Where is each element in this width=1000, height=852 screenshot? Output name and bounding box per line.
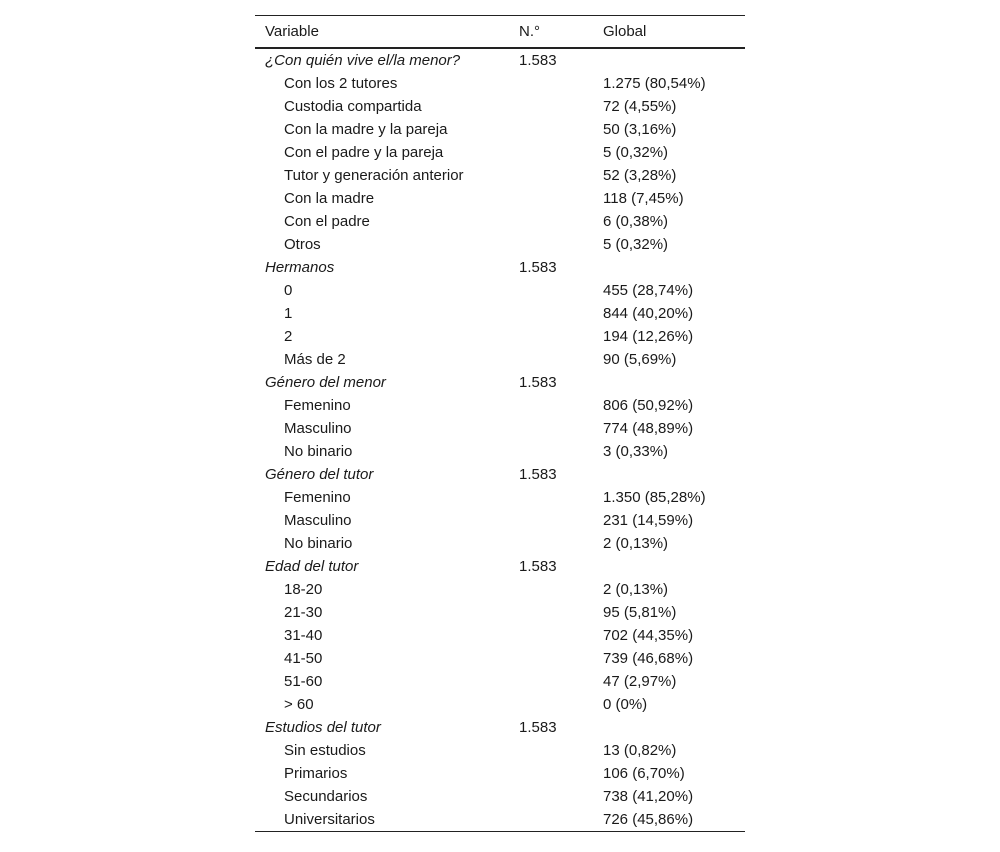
group-label: Hermanos: [265, 259, 335, 276]
table-row: [255, 785, 745, 808]
row-n: [510, 302, 594, 325]
table-row: [255, 417, 745, 440]
row-n: [510, 210, 594, 233]
row-n: [510, 647, 594, 670]
row-label: Con la madre: [284, 190, 375, 207]
row-label: Femenino: [284, 397, 351, 414]
group-row: [255, 371, 745, 394]
row-label: Con los 2 tutores: [284, 75, 398, 92]
row-label: 18-20: [284, 581, 323, 598]
row-label: 1: [284, 305, 293, 322]
row-global: 774 (48,89%): [603, 420, 694, 437]
data-table-container: [255, 15, 745, 832]
row-label: No binario: [284, 443, 353, 460]
row-global: 231 (14,59%): [603, 512, 694, 529]
table-row: [255, 486, 745, 509]
row-n: [510, 325, 594, 348]
row-global: 6 (0,38%): [603, 213, 669, 230]
row-global: 2 (0,13%): [603, 535, 669, 552]
row-n: [510, 187, 594, 210]
group-row: [255, 555, 745, 578]
group-label: Edad del tutor: [265, 558, 359, 575]
row-n: [510, 279, 594, 302]
table-row: [255, 233, 745, 256]
row-n: [510, 762, 594, 785]
row-global: 806 (50,92%): [603, 397, 694, 414]
table-row: [255, 118, 745, 141]
row-global: 0 (0%): [603, 696, 648, 713]
group-global: [594, 716, 745, 739]
row-global: 726 (45,86%): [594, 808, 745, 832]
row-n: [510, 808, 594, 832]
table-row: [255, 302, 745, 325]
row-global: 13 (0,82%): [603, 742, 677, 759]
data-table: [255, 15, 745, 832]
row-label: 21-30: [284, 604, 323, 621]
group-global: [594, 371, 745, 394]
row-n: [510, 348, 594, 371]
table-row: [255, 210, 745, 233]
row-global: 702 (44,35%): [603, 627, 694, 644]
row-n: [510, 233, 594, 256]
row-n: [510, 578, 594, 601]
table-row: [255, 601, 745, 624]
row-n: [510, 141, 594, 164]
row-n: [510, 394, 594, 417]
table-row: [255, 348, 745, 371]
table-row: [255, 164, 745, 187]
group-n: 1.583: [519, 259, 557, 276]
table-row: [255, 394, 745, 417]
row-label: No binario: [284, 535, 353, 552]
row-n: [510, 164, 594, 187]
row-label: Primarios: [284, 765, 348, 782]
table-header: [255, 16, 745, 49]
row-n: [510, 440, 594, 463]
table-row: [255, 325, 745, 348]
row-label: 31-40: [284, 627, 323, 644]
row-global: 90 (5,69%): [603, 351, 677, 368]
group-label: Estudios del tutor: [265, 719, 381, 736]
row-label: 2: [284, 328, 293, 345]
table-row: [255, 279, 745, 302]
row-global: 1.350 (85,28%): [603, 489, 706, 506]
table-row: [255, 72, 745, 95]
group-global: [594, 256, 745, 279]
row-global: 2 (0,13%): [603, 581, 669, 598]
row-label: Secundarios: [284, 788, 368, 805]
row-label: 41-50: [284, 650, 323, 667]
table-row: [255, 808, 745, 832]
row-label: 51-60: [284, 673, 323, 690]
row-label: Custodia compartida: [284, 98, 422, 115]
row-global: 106 (6,70%): [603, 765, 685, 782]
row-n: [510, 509, 594, 532]
row-label: Con la madre y la pareja: [284, 121, 448, 138]
group-n: 1.583: [519, 374, 557, 391]
row-global: 455 (28,74%): [603, 282, 694, 299]
table-body: [255, 48, 745, 832]
table-row: [255, 693, 745, 716]
table-row: [255, 95, 745, 118]
group-label: Género del menor: [265, 374, 386, 391]
group-global: [594, 555, 745, 578]
table-row: [255, 624, 745, 647]
row-n: [510, 624, 594, 647]
row-global: 3 (0,33%): [603, 443, 669, 460]
group-n: 1.583: [519, 52, 557, 69]
row-global: 95 (5,81%): [603, 604, 677, 621]
row-label: Con el padre: [284, 213, 370, 230]
group-label: ¿Con quién vive el/la menor?: [265, 52, 461, 69]
row-label: Con el padre y la pareja: [284, 144, 444, 161]
row-global: 50 (3,16%): [603, 121, 677, 138]
row-label: Universitarios: [255, 808, 510, 832]
header-n: N.°: [510, 16, 594, 49]
group-global: [594, 48, 745, 72]
row-n: [510, 118, 594, 141]
row-n: [510, 693, 594, 716]
row-label: Más de 2: [284, 351, 346, 368]
row-label: Masculino: [284, 512, 352, 529]
table-row: [255, 670, 745, 693]
row-global: 47 (2,97%): [603, 673, 677, 690]
row-global: 194 (12,26%): [603, 328, 694, 345]
row-label: Femenino: [284, 489, 351, 506]
row-n: [510, 417, 594, 440]
header-global: Global: [594, 16, 745, 49]
header-variable: Variable: [255, 16, 510, 49]
row-global: 72 (4,55%): [603, 98, 677, 115]
row-label: 0: [284, 282, 293, 299]
row-n: [510, 601, 594, 624]
row-n: [510, 670, 594, 693]
header-row: [255, 16, 745, 49]
table-row: [255, 578, 745, 601]
group-row: [255, 716, 745, 739]
table-row: [255, 509, 745, 532]
group-n: 1.583: [519, 719, 557, 736]
group-label: Género del tutor: [265, 466, 374, 483]
row-label: Tutor y generación anterior: [284, 167, 464, 184]
table-row: [255, 187, 745, 210]
table-row: [255, 739, 745, 762]
row-global: 739 (46,68%): [603, 650, 694, 667]
row-label: > 60: [284, 696, 314, 713]
group-row: [255, 48, 745, 72]
row-label: Sin estudios: [284, 742, 366, 759]
table-row: [255, 532, 745, 555]
row-label: Otros: [284, 236, 321, 253]
row-global: 5 (0,32%): [603, 236, 669, 253]
table-row: [255, 647, 745, 670]
row-global: 844 (40,20%): [603, 305, 694, 322]
row-label: Masculino: [284, 420, 352, 437]
row-n: [510, 739, 594, 762]
group-n: 1.583: [519, 558, 557, 575]
group-n: 1.583: [519, 466, 557, 483]
row-global: 1.275 (80,54%): [603, 75, 706, 92]
group-row: [255, 256, 745, 279]
row-global: 118 (7,45%): [603, 190, 684, 207]
row-n: [510, 486, 594, 509]
row-n: [510, 785, 594, 808]
table-row: [255, 440, 745, 463]
group-global: [594, 463, 745, 486]
row-n: [510, 532, 594, 555]
table-row: [255, 762, 745, 785]
row-global: 738 (41,20%): [603, 788, 694, 805]
row-global: 52 (3,28%): [603, 167, 677, 184]
row-n: [510, 95, 594, 118]
row-global: 5 (0,32%): [603, 144, 669, 161]
table-row: [255, 141, 745, 164]
group-row: [255, 463, 745, 486]
row-n: [510, 72, 594, 95]
